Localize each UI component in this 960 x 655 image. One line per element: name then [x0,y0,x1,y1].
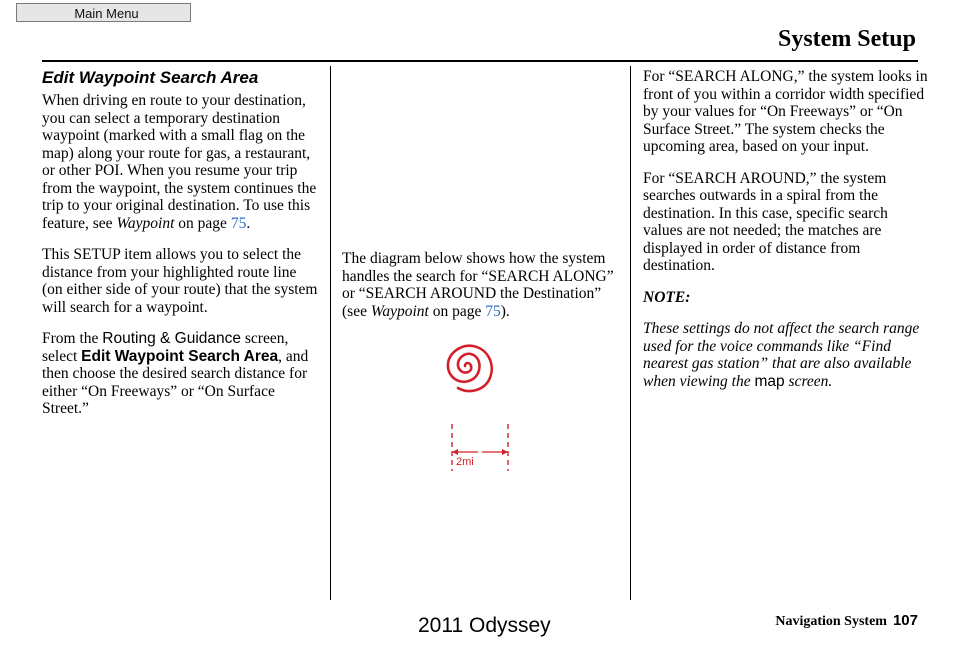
intro-paragraph: When driving en route to your destination, you can select a temporary destination waypoint (marked with a small flag on the map) along your route for gas, a restaurant, or other POI. When you resume your trip from the waypoint, the system continues the trip to your original destination. To use this feature, see Waypoint on page 75. [42,92,317,232]
title-divider [42,60,918,62]
page-title: System Setup [777,26,916,52]
edit-waypoint-item-label: Edit Waypoint Search Area [81,347,279,365]
search-along-paragraph: For “SEARCH ALONG,” the system looks in front of you within a corridor width specified by your values for “On Freeways” or “On Surface Street.” The system checks the upcoming area, based on your input. [643,68,928,155]
search-around-paragraph: For “SEARCH AROUND,” the system searches outwards in a spiral from the destination. In this case, specific search values are not needed; the matches are displayed in order of distance from destination. [643,169,888,274]
map-screen-label: map [754,372,785,390]
note-text: These settings do not affect the search range used for the voice commands like “Find nearest gas station” that are also available when viewing the map screen. [643,320,920,390]
column-left [42,68,320,432]
page-link-75[interactable]: 75 [485,302,501,320]
column-divider-left [330,66,331,600]
search-diagram [440,338,530,473]
waypoint-reference: Waypoint [370,302,429,320]
model-name: 2011 Odyssey [418,614,551,637]
spiral-search-icon [448,346,492,391]
diagram-description: The diagram below shows how the system handles the search for “SEARCH ALONG” or “SEARCH AROUND the Destination” (see Waypoint on page 75). [342,250,614,320]
column-right [643,68,928,404]
note-heading: NOTE: [643,288,691,306]
distance-label: 2mi [456,456,474,468]
section-heading: Edit Waypoint Search Area [42,68,259,87]
footer-page-label: Navigation System 107 [775,612,918,629]
main-menu-button[interactable]: Main Menu [16,3,191,22]
setup-paragraph: This SETUP item allows you to select the distance from your highlighted route line (on either side of your route) that the system will search for a waypoint. [42,246,318,316]
routing-guidance-screen-label: Routing & Guidance [102,330,242,347]
waypoint-reference: Waypoint [116,214,175,232]
page-number: 107 [892,612,918,629]
column-middle [342,250,614,334]
page-link-75[interactable]: 75 [230,214,247,232]
instruction-paragraph: From the Routing & Guidance screen, select Edit Waypoint Search Area, and then choose the desired search distance for either “On Freeways” or “On Surface Street.” [42,330,309,417]
column-divider-right [630,66,631,600]
